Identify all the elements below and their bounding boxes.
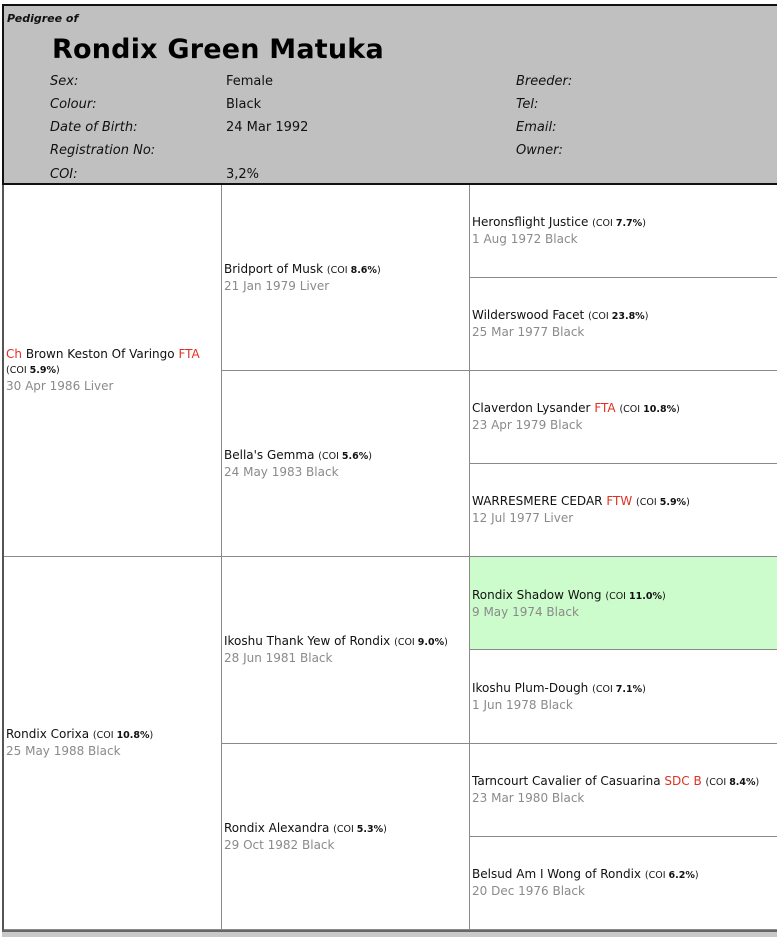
grandparent-cell[interactable]	[222, 557, 470, 744]
dob-value: 24 Mar 1992	[226, 120, 309, 135]
great-grandparent-coi: (COI 6.2%)	[644, 870, 699, 881]
great-grandparent-cell[interactable]	[470, 650, 777, 744]
grandparent-details: 21 Jan 1979 Liver	[224, 278, 330, 293]
sire-name[interactable]	[6, 347, 221, 362]
great-grandparent-name[interactable]: Heronsflight Justice (COI 7.7%)	[472, 215, 646, 229]
great-grandparent-details: 25 Mar 1977 Black	[472, 325, 585, 339]
grandparent-details: 28 Jun 1981 Black	[224, 651, 333, 665]
great-grandparent-coi: (COI 23.8%)	[588, 311, 649, 322]
dog-name-title: Rondix Green Matuka	[52, 34, 384, 65]
great-grandparent-name[interactable]: Tarncourt Cavalier of Casuarina SDC B (COI 8.4%)	[472, 774, 760, 788]
colour-label: Colour:	[50, 97, 97, 112]
email-label: Email:	[516, 120, 557, 135]
footer-bar	[2, 930, 777, 937]
pedigree-header	[2, 4, 777, 185]
grandparent-cell[interactable]	[222, 371, 470, 557]
great-grandparent-coi: (COI 7.7%)	[592, 218, 646, 229]
grandparent-name[interactable]: Ikoshu Thank Yew of Rondix (COI 9.0%)	[224, 634, 448, 648]
sire-title-prefix: Ch	[6, 347, 22, 361]
colour-value: Black	[226, 97, 262, 112]
grandparent-details: 29 Oct 1982 Black	[224, 837, 335, 852]
great-grandparent-name[interactable]: Belsud Am I Wong of Rondix (COI 6.2%)	[472, 867, 699, 881]
dam-cell[interactable]	[4, 557, 222, 930]
great-grandparent-cell-highlighted[interactable]	[470, 557, 777, 650]
coi-value: 3,2%	[226, 167, 260, 182]
grandparent-details: 24 May 1983 Black	[224, 464, 339, 479]
dam-name-text: Rondix Corixa	[6, 727, 90, 741]
great-grandparent-cell[interactable]	[470, 464, 777, 557]
great-grandparent-name[interactable]: Ikoshu Plum-Dough (COI 7.1%)	[472, 680, 646, 695]
great-grandparent-name[interactable]: Wilderswood Facet (COI 23.8%)	[472, 308, 649, 322]
great-grandparent-details: 12 Jul 1977 Liver	[472, 511, 574, 525]
owner-label: Owner:	[516, 143, 563, 158]
great-grandparent-details: 23 Mar 1980 Black	[472, 791, 585, 805]
great-grandparent-coi: (COI 11.0%)	[605, 591, 666, 602]
dam-details: 25 May 1988 Black	[6, 744, 121, 758]
grandparent-cell[interactable]	[222, 185, 470, 371]
sire-title-suffix: FTA	[178, 347, 200, 361]
sex-value: Female	[226, 74, 274, 89]
grandparent-name[interactable]: Bella's Gemma (COI 5.6%)	[224, 447, 372, 462]
pedigree-grid	[2, 185, 777, 930]
great-grandparent-cell[interactable]	[470, 371, 777, 464]
great-grandparent-cell[interactable]	[470, 837, 777, 930]
great-grandparent-name[interactable]: Claverdon Lysander FTA (COI 10.8%)	[472, 401, 680, 415]
sire-name-text: Brown Keston Of Varingo	[25, 347, 175, 361]
pedigree-caption: Pedigree of	[7, 12, 79, 25]
great-grandparent-coi: (COI 10.8%)	[619, 404, 680, 415]
dam-name[interactable]	[6, 727, 221, 743]
great-grandparent-cell[interactable]	[470, 185, 777, 278]
title-suffix: FTA	[594, 401, 616, 415]
great-grandparent-coi: (COI 5.9%)	[636, 497, 690, 508]
great-grandparent-details: 20 Dec 1976 Black	[472, 884, 585, 898]
great-grandparent-cell[interactable]	[470, 744, 777, 837]
grandparent-name[interactable]: Bridport of Musk (COI 8.6%)	[224, 261, 381, 276]
breeder-label: Breeder:	[516, 74, 573, 89]
title-suffix: SDC B	[664, 774, 702, 788]
dam-coi: (COI 10.8%)	[92, 730, 154, 741]
title-suffix: FTW	[606, 494, 633, 508]
grandparent-coi: (COI 8.6%)	[326, 264, 381, 276]
coi-label: COI:	[50, 167, 78, 182]
grandparent-coi: (COI 5.6%)	[318, 450, 372, 462]
grandparent-coi: (COI 9.0%)	[394, 637, 448, 648]
sire-coi: (COI 5.9%)	[6, 365, 60, 376]
sire-cell[interactable]	[4, 185, 222, 557]
tel-label: Tel:	[516, 97, 539, 112]
grandparent-cell[interactable]	[222, 744, 470, 930]
great-grandparent-details: 1 Aug 1972 Black	[472, 232, 578, 246]
great-grandparent-coi: (COI 8.4%)	[705, 777, 760, 788]
great-grandparent-details: 1 Jun 1978 Black	[472, 697, 573, 712]
great-grandparent-name[interactable]: Rondix Shadow Wong (COI 11.0%)	[472, 588, 666, 602]
great-grandparent-details: 9 May 1974 Black	[472, 605, 579, 619]
registration-label: Registration No:	[50, 143, 156, 158]
grandparent-name[interactable]: Rondix Alexandra (COI 5.3%)	[224, 820, 387, 835]
great-grandparent-details: 23 Apr 1979 Black	[472, 418, 583, 432]
great-grandparent-cell[interactable]	[470, 278, 777, 371]
great-grandparent-coi: (COI 7.1%)	[592, 683, 646, 695]
grandparent-coi: (COI 5.3%)	[333, 823, 387, 835]
great-grandparent-name[interactable]: WARRESMERE CEDAR FTW (COI 5.9%)	[472, 494, 690, 508]
dob-label: Date of Birth:	[50, 120, 138, 135]
sire-details: 30 Apr 1986 Liver	[6, 379, 114, 393]
sex-label: Sex:	[50, 74, 79, 89]
